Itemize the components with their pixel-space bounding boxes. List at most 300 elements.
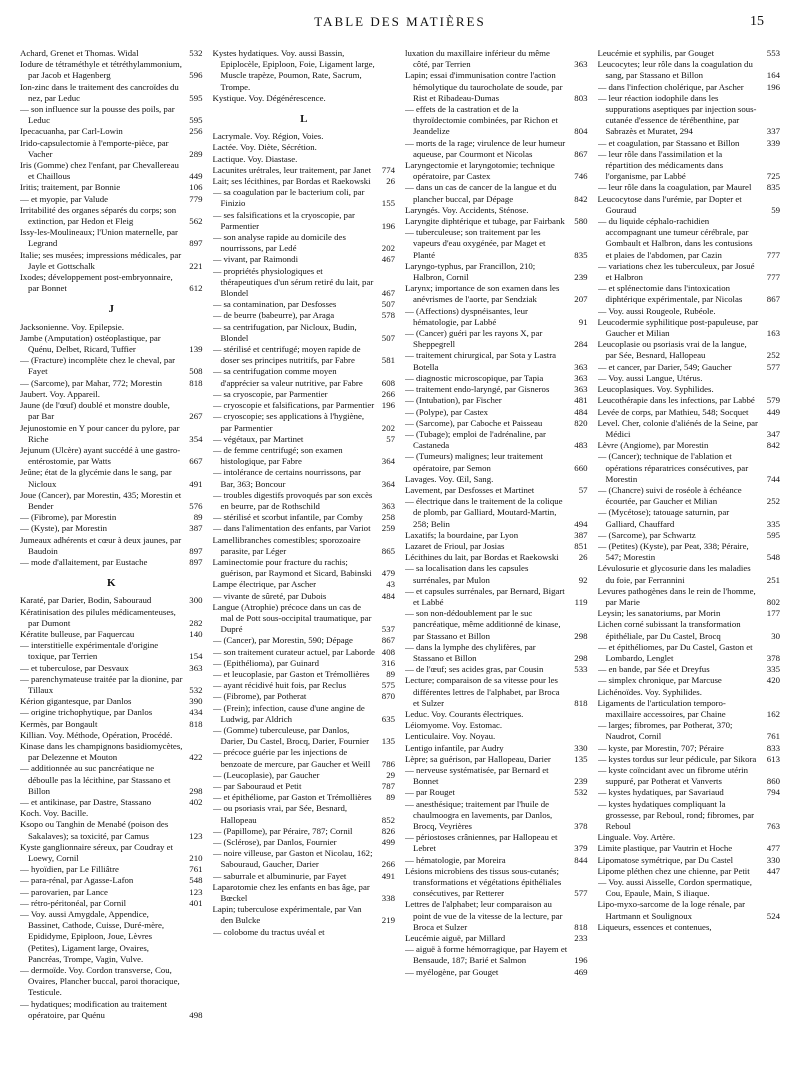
- entry-text: Laryngés. Voy. Accidents, Sténose.: [405, 204, 529, 215]
- entry-page-number: 818: [574, 921, 588, 932]
- entry-text: — (Tubage); emploi de l'adrénaline, par Castaneda: [405, 428, 546, 451]
- entry-text: — (Intubation), par Fischer: [405, 395, 502, 406]
- entry-page-number: 548: [189, 875, 203, 886]
- entry-text: Issy-les-Moulineaux; l'Union maternelle, par Legrand: [20, 227, 178, 249]
- entry-text: Kératite bulleuse, par Faquercau: [20, 628, 135, 639]
- entry-text: — dans l'alimentation des enfants, par Variot: [212, 523, 371, 534]
- entry-text: — et tuberculose, par Desvaux: [20, 662, 129, 673]
- entry-text: Jambe (Amputation) ostéoplastique, par Quénu, Delbet, Ricard, Tuffier: [20, 332, 161, 355]
- entry-page-number: 802: [766, 596, 780, 607]
- index-entry: [213, 411, 396, 433]
- entry-page-number: 794: [766, 787, 780, 798]
- entry-text: Lésions microbiens des tissus sous-cutanés; transformations et végétations épithéliales consécutives, par Retterer: [405, 865, 562, 899]
- entry-text: Kyste ganglionnaire séreux, par Coudray et Loewy, Cornil: [20, 841, 173, 864]
- entry-text: — kystes tordus sur leur pédicule, par Sikora: [597, 753, 757, 764]
- entry-page-number: 842: [766, 440, 780, 451]
- entry-text: Laryngite diphtérique et tubage, par Fairbank: [405, 216, 565, 227]
- index-entry: [598, 743, 781, 754]
- entry-page-number: 57: [578, 484, 588, 495]
- entry-page-number: 196: [574, 955, 588, 966]
- entry-text: Kystique. Voy. Dégénérescence.: [212, 92, 326, 103]
- index-entry: [405, 350, 588, 372]
- entry-page-number: 140: [189, 628, 203, 639]
- entry-page-number: 363: [574, 384, 588, 395]
- entry-page-number: 338: [381, 893, 395, 904]
- entry-text: — kystes hydatiques, par Savariaud: [597, 787, 724, 798]
- entry-page-number: 387: [574, 529, 588, 540]
- entry-page-number: 537: [381, 624, 395, 635]
- index-entry: [213, 366, 396, 388]
- index-entry: [405, 283, 588, 305]
- entry-text: — (Chancre) suivi de roséole à échéance écourtée, par Gaucher et Milian: [597, 484, 742, 507]
- entry-page-number: 553: [766, 48, 780, 58]
- entry-text: Leucodermie syphilitique post-papuleuse, par Gaucher et Milian: [597, 316, 759, 339]
- entry-page-number: 725: [766, 171, 780, 182]
- index-column-2: [213, 48, 396, 1072]
- entry-page-number: 252: [766, 496, 780, 507]
- entry-page-number: 363: [574, 372, 588, 383]
- index-entry: [405, 485, 588, 496]
- index-entry: [598, 373, 781, 384]
- entry-page-number: 481: [574, 395, 588, 406]
- entry-page-number: 252: [766, 350, 780, 361]
- index-entry: [598, 687, 781, 698]
- index-entry: [213, 691, 396, 702]
- entry-text: Leucémie aiguë, par Millard: [405, 933, 506, 944]
- index-entry: [598, 418, 781, 440]
- entry-page-number: 660: [574, 462, 588, 473]
- entry-page-number: 330: [766, 854, 780, 865]
- entry-page-number: 89: [193, 512, 203, 523]
- entry-page-number: 135: [381, 736, 395, 747]
- index-entry: [405, 664, 588, 675]
- entry-page-number: 135: [574, 753, 588, 764]
- index-entry: [213, 400, 396, 411]
- entry-text: — de l'œuf; ses acides gras, par Cousin: [405, 664, 544, 675]
- entry-page-number: 860: [766, 776, 780, 787]
- entry-text: Leucémie et syphilis, par Gouget: [597, 48, 715, 58]
- index-entry: [405, 373, 588, 384]
- entry-text: — stérilisé et centrifugé; moyen rapide de doser ses principes nutritifs, par Fabre: [212, 344, 361, 366]
- entry-page-number: 196: [381, 400, 395, 411]
- entry-text: — sa centrifugation, par Nicloux, Budin, Blondel: [212, 321, 357, 343]
- entry-page-number: 89: [386, 792, 395, 803]
- entry-page-number: 469: [574, 966, 588, 977]
- entry-page-number: 177: [766, 608, 780, 619]
- entry-page-number: 259: [381, 523, 395, 534]
- entry-page-number: 833: [766, 742, 780, 753]
- index-entry: [213, 512, 396, 523]
- entry-page-number: 818: [574, 697, 588, 708]
- entry-text: Léiomyome. Voy. Estomac.: [405, 720, 503, 731]
- entry-page-number: 484: [381, 590, 395, 601]
- index-entry: [598, 317, 781, 339]
- index-entry: [20, 227, 203, 249]
- entry-text: — et splénectomie dans l'intoxication diphtérique expérimentale, par Nicolas: [597, 283, 743, 305]
- index-entry: [20, 763, 203, 797]
- entry-text: — simplex chronique, par Marcuse: [597, 675, 722, 686]
- index-entry: [598, 362, 781, 373]
- entry-page-number: 479: [381, 568, 395, 579]
- index-entry: [20, 595, 203, 606]
- entry-page-number: 163: [766, 328, 780, 339]
- entry-text: — et épithéliomes, par Du Castel, Gaston et Lombardo, Lenglet: [597, 641, 753, 663]
- entry-text: — (Sarcome), par Mahar, 772; Morestin: [20, 377, 163, 388]
- entry-page-number: 803: [574, 92, 588, 103]
- entry-text: — sa localisation dans les capsules surrénales, par Mulon: [405, 563, 529, 585]
- entry-page-number: 363: [574, 361, 588, 372]
- entry-page-number: 852: [381, 814, 395, 825]
- entry-page-number: 667: [189, 456, 203, 467]
- index-entry: [405, 944, 588, 966]
- index-entry: [213, 904, 396, 926]
- entry-page-number: 635: [381, 713, 395, 724]
- entry-text: — troubles digestifs provoqués par son excès en beurre, par de Rothschild: [212, 489, 373, 511]
- index-entry: [405, 720, 588, 731]
- entry-text: Kérion gigantesque, par Danlos: [20, 696, 132, 707]
- entry-page-number: 106: [189, 182, 203, 193]
- entry-text: Laxatifs; la bourdaine, par Lyon: [405, 529, 519, 540]
- entry-page-number: 449: [189, 171, 203, 182]
- entry-page-number: 447: [766, 865, 780, 876]
- index-entry: [20, 607, 203, 629]
- index-entry: [405, 227, 588, 261]
- index-entry: [20, 842, 203, 864]
- entry-page-number: 532: [189, 48, 203, 58]
- index-entry: [213, 445, 396, 467]
- entry-page-number: 608: [381, 377, 395, 388]
- entry-text: Leucothérapie dans les infections, par Labbé: [597, 395, 755, 406]
- entry-text: Kystes hydatiques. Voy. aussi Bassin, Epiplocèle, Epiploon, Foie, Ligament large, Muscle trapèze, Poumon, Rate, Sacrum, Trompe.: [212, 48, 375, 92]
- entry-page-number: 804: [574, 126, 588, 137]
- entry-page-number: 580: [574, 216, 588, 227]
- index-entry: [20, 797, 203, 808]
- entry-page-number: 251: [766, 574, 780, 585]
- index-entry: [598, 530, 781, 541]
- index-entry: [405, 104, 588, 138]
- entry-text: — colobome du tractus uvéal et: [212, 926, 325, 937]
- entry-text: — précoce guérie par les injections de benzoate de mercure, par Gaucher et Weill: [212, 747, 371, 769]
- index-entry: [598, 194, 781, 216]
- index-entry: [20, 59, 203, 81]
- entry-text: — et coagulation, par Stassano et Billon: [597, 137, 740, 148]
- entry-text: Laparotomie chez les enfants en bas âge, par Bœckel: [212, 881, 370, 904]
- index-entry: [213, 557, 396, 579]
- entry-text: Limite plastique, par Vautrin et Hoche: [597, 843, 733, 854]
- index-entry: [598, 586, 781, 608]
- entry-text: — intolérance de certains nourrissons, par Bar, 363; Boncour: [212, 467, 362, 489]
- index-entry: [20, 674, 203, 696]
- entry-page-number: 378: [574, 821, 588, 832]
- entry-page-number: 595: [189, 92, 203, 103]
- index-entry: [598, 765, 781, 787]
- index-entry: [213, 647, 396, 658]
- index-entry: [598, 261, 781, 283]
- entry-text: Kermès, par Bongault: [20, 718, 98, 729]
- entry-page-number: 467: [381, 254, 395, 265]
- entry-text: — effets de la castration et de la thyroïdectomie combinées, par Richon et Jeandelize: [405, 104, 558, 137]
- index-entry: [213, 434, 396, 445]
- entry-text: — kystes hydatiques compliquant la grossesse, par Reboul, rond; fibromes, par Reboul: [597, 798, 755, 832]
- entry-text: — tuberculeuse; son traitement par les vapeurs d'eau oxygénée, par Maget et Planté: [405, 227, 546, 260]
- entry-text: Lacunites urétrales, leur traitement, par Janet: [212, 164, 372, 175]
- index-entry: [405, 48, 588, 70]
- entry-page-number: 202: [381, 243, 395, 254]
- index-entry: [598, 664, 781, 675]
- entry-text: — cryoscopie et falsifications, par Parmentier: [212, 400, 375, 411]
- entry-text: Lait; ses lécithines, par Bordas et Raekowski: [212, 176, 371, 187]
- entry-text: Lecture; comparaison de sa vitesse pour les différentes lettres de l'alphabet, par Broca et Sulzer: [405, 675, 560, 708]
- index-entry: [598, 843, 781, 854]
- index-entry: [20, 808, 203, 819]
- entry-text: Koch. Voy. Bacille.: [20, 808, 89, 819]
- index-entry: [213, 871, 396, 882]
- index-entry: [20, 194, 203, 205]
- entry-text: Lapin; essai d'immunisation contre l'action hémolytique du taurocholate de soude, par Rist et Ribadeau-Dumas: [405, 70, 563, 103]
- entry-page-number: 363: [574, 59, 588, 70]
- entry-text: — et capsules surrénales, par Bernard, Bigart et Labbé: [405, 585, 565, 607]
- entry-page-number: 390: [189, 696, 203, 707]
- entry-page-number: 581: [381, 355, 395, 366]
- entry-text: — kyste, par Morestin, 707; Péraire: [597, 742, 724, 753]
- entry-text: — additionnée au suc pancréatique ne déboulle pas la lécithine, par Stassano et Billon: [20, 763, 171, 796]
- entry-text: — son influence sur la pousse des poils, par Leduc: [20, 104, 175, 126]
- index-entry: [405, 395, 588, 406]
- entry-page-number: 507: [381, 299, 395, 310]
- entry-text: — traitement endo-laryngé, par Gisneros: [405, 384, 550, 395]
- entry-page-number: 897: [189, 238, 203, 249]
- entry-text: Langue (Atrophie) précoce dans un cas de mal de Pott sous-occipital traumatique, par Dupré: [212, 601, 372, 635]
- index-entry: [405, 866, 588, 900]
- entry-text: — par Sabouraud et Petit: [212, 781, 302, 791]
- index-entry: [20, 730, 203, 741]
- entry-page-number: 154: [189, 651, 203, 662]
- entry-text: — par Rouget: [405, 787, 455, 798]
- entry-page-number: 596: [189, 70, 203, 81]
- entry-page-number: 434: [189, 707, 203, 718]
- index-entry: [405, 563, 588, 585]
- entry-page-number: 491: [189, 478, 203, 489]
- index-entry: [213, 187, 396, 209]
- entry-page-number: 744: [766, 473, 780, 484]
- section-letter: J: [108, 303, 114, 316]
- entry-text: — saburrale et albuminurie, par Fayet: [212, 870, 347, 881]
- index-entry: [213, 165, 396, 176]
- index-entry: [20, 322, 203, 333]
- entry-text: Irritabilité des organes séparés du corps; son extinction, par Hedon et Fleig: [20, 204, 177, 227]
- index-entry: [598, 899, 781, 921]
- entry-text: — dermoïde. Voy. Cordon transverse, Cou, Ovaires, Plancher buccal, paroi thoracique, Testicule.: [20, 965, 180, 998]
- index-entry: [598, 283, 781, 305]
- index-entry: [598, 485, 781, 507]
- entry-page-number: 746: [574, 171, 588, 182]
- entry-page-number: 499: [381, 837, 395, 848]
- entry-page-number: 57: [386, 433, 395, 444]
- index-entry: [20, 523, 203, 534]
- entry-text: — variations chez les tuberculeux, par Josué et Halbron: [597, 260, 755, 283]
- index-entry: [213, 131, 396, 142]
- entry-page-number: 761: [189, 864, 203, 875]
- entry-text: Levée de corps, par Mathieu, 548; Socquet: [597, 406, 749, 417]
- entry-text: — leur rôle dans la coagulation, par Maurel: [597, 182, 752, 193]
- index-entry: [598, 306, 781, 317]
- entry-text: — (Epithélioma), par Guinard: [212, 657, 320, 668]
- index-entry: [20, 104, 203, 126]
- entry-page-number: 401: [189, 897, 203, 908]
- entry-page-number: 577: [766, 361, 780, 372]
- entry-page-number: 239: [574, 776, 588, 787]
- entry-text: Kératinisation des pilules médicamenteuses, par Dumont: [20, 606, 176, 628]
- index-entry: [20, 445, 203, 467]
- index-entry: [405, 451, 588, 473]
- entry-text: Jejunum (Ulcère) ayant succédé à une gastro-entérostomie, par Watts: [20, 444, 181, 467]
- index-entry: [213, 322, 396, 344]
- index-entry: [213, 579, 396, 590]
- entry-page-number: 508: [189, 366, 203, 377]
- entry-page-number: 612: [189, 283, 203, 294]
- entry-page-number: 284: [574, 339, 588, 350]
- index-entry: [405, 384, 588, 395]
- entry-text: Jaubert. Voy. Appareil.: [20, 388, 100, 399]
- index-entry: [20, 160, 203, 182]
- entry-text: — (Kyste), par Morestin: [20, 523, 107, 534]
- entry-text: Lapin; tuberculose expérimentale, par Van den Bulcke: [212, 904, 362, 926]
- index-entry: [598, 787, 781, 798]
- index-entry: [405, 642, 588, 664]
- entry-page-number: 202: [381, 422, 395, 433]
- entry-text: Lèvre (Angiome), par Morestin: [597, 440, 709, 451]
- index-entry: [405, 138, 588, 160]
- entry-text: Lactique. Voy. Diastase.: [212, 153, 298, 164]
- index-entry: [213, 882, 396, 904]
- entry-page-number: 316: [381, 657, 395, 668]
- entry-page-number: 337: [766, 126, 780, 137]
- entry-page-number: 576: [189, 500, 203, 511]
- entry-page-number: 92: [578, 574, 588, 585]
- entry-text: Liqueurs, essences et contenues,: [597, 921, 712, 932]
- index-entry: [20, 272, 203, 294]
- entry-page-number: 123: [189, 830, 203, 841]
- index-entry: [405, 933, 588, 944]
- entry-page-number: 422: [189, 752, 203, 763]
- entry-text: — interstitielle expérimentale d'origine toxique, par Terrien: [20, 640, 159, 662]
- index-entry: [20, 696, 203, 707]
- entry-text: Leucoplasiques. Voy. Syphilides.: [597, 384, 714, 395]
- entry-page-number: 578: [381, 310, 395, 321]
- entry-page-number: 483: [574, 440, 588, 451]
- entry-page-number: 575: [381, 680, 395, 691]
- entry-text: — et myopie, par Valude: [20, 193, 109, 204]
- entry-text: — ou psoriasis vrai, par Sée, Besnard, Hallopeau: [212, 803, 348, 825]
- entry-text: — parovarien, par Lance: [20, 886, 108, 897]
- entry-text: — ses falsifications et la cryoscopie, par Parmentier: [212, 209, 355, 231]
- entry-page-number: 335: [766, 518, 780, 529]
- index-entry: [20, 557, 203, 568]
- index-entry: [405, 70, 588, 104]
- entry-text: — et leucoplasie, par Gaston et Trémollières: [212, 668, 370, 679]
- index-entry: [213, 142, 396, 153]
- entry-page-number: 498: [189, 1009, 203, 1020]
- entry-page-number: 774: [381, 164, 395, 175]
- entry-text: — (Cancer); technique de l'ablation et opérations réparatrices consécutives, par Morestin: [597, 451, 749, 484]
- index-entry: [598, 720, 781, 742]
- index-entry: [213, 747, 396, 769]
- entry-text: — (Fibrome), par Morestin: [20, 512, 117, 523]
- entry-page-number: 835: [766, 182, 780, 193]
- index-entry: [405, 216, 588, 227]
- entry-page-number: 524: [766, 910, 780, 921]
- index-entry: [20, 400, 203, 422]
- index-entry: [213, 299, 396, 310]
- entry-text: Lécithines du lait, par Bordas et Raekowski: [405, 552, 559, 563]
- index-entry: [405, 799, 588, 833]
- entry-text: Jumeaux adhérents et cœur à deux jaunes, par Baudoin: [20, 534, 182, 556]
- entry-text: — (Petites) (Kyste), par Peat, 338; Péraire, 547; Morestin: [597, 540, 749, 563]
- index-entry: [598, 451, 781, 485]
- entry-text: Lavages. Voy. Œil, Sang.: [405, 473, 494, 484]
- index-entry: [598, 832, 781, 843]
- entry-text: — (Cancer) guéri par les rayons X, par Sheppegrell: [405, 328, 543, 350]
- entry-text: — ayant récidivé huit fois, par Reclus: [212, 680, 347, 691]
- entry-page-number: 379: [574, 843, 588, 854]
- entry-page-number: 239: [574, 272, 588, 283]
- entry-text: — sa cryoscopie, par Parmentier: [212, 388, 328, 399]
- entry-page-number: 162: [766, 708, 780, 719]
- index-entry: [405, 832, 588, 854]
- index-entry: [20, 512, 203, 523]
- index-entry: [598, 922, 781, 933]
- index-entry: [213, 154, 396, 165]
- entry-text: — origine trichophytique, par Danlos: [20, 707, 153, 718]
- entry-text: — de femme centrifugé; son examen histologique, par Fabre: [212, 444, 343, 467]
- index-entry: [405, 182, 588, 204]
- entry-page-number: 867: [766, 294, 780, 305]
- entry-text: Iritis; traitement, par Bonnie: [20, 182, 121, 193]
- index-entry: [20, 999, 203, 1021]
- entry-page-number: 842: [574, 193, 588, 204]
- entry-text: Jacksonienne. Voy. Epilepsie.: [20, 321, 124, 332]
- entry-page-number: 196: [381, 220, 395, 231]
- entry-page-number: 467: [381, 288, 395, 299]
- index-entry: [405, 205, 588, 216]
- entry-page-number: 548: [766, 552, 780, 563]
- index-entry: [405, 261, 588, 283]
- index-entry: [598, 395, 781, 406]
- index-entry: [20, 741, 203, 763]
- entry-page-number: 26: [578, 552, 588, 563]
- entry-text: — nerveuse systématisée, par Bernard et Bonnet: [405, 765, 549, 787]
- index-entry: [598, 339, 781, 361]
- entry-text: — hydatiques; modification au traitement opératoire, par Quénu: [20, 998, 168, 1020]
- index-entry: [20, 378, 203, 389]
- index-entry: [405, 899, 588, 933]
- entry-page-number: 30: [771, 630, 780, 641]
- entry-text: — dans l'infection cholérique, par Ascher: [597, 81, 744, 92]
- index-entry: [20, 864, 203, 875]
- entry-text: — (Sarcome), par Caboche et Paisseau: [405, 417, 543, 428]
- entry-text: — anesthésique; traitement par l'huile de chaulmoogra en lavements, par Danlos, Brocq, Veyrières: [405, 798, 553, 832]
- entry-text: — végétaux, par Martinet: [212, 433, 304, 444]
- entry-text: — (Gomme) tuberculeuse, par Danlos, Darier, Du Castel, Brocq, Darier, Fournier: [212, 724, 370, 747]
- index-entry: [20, 707, 203, 718]
- index-column-4: [598, 48, 781, 1072]
- entry-page-number: 491: [381, 870, 395, 881]
- entry-text: Lipo-myxo-sarcome de la loge rénale, par Hartmann et Soulignoux: [597, 899, 746, 921]
- entry-page-number: 330: [574, 742, 588, 753]
- entry-text: Lèpre; sa guérison, par Hallopeau, Darier: [405, 753, 551, 764]
- entry-text: — myélogène, par Gouget: [405, 966, 499, 977]
- index-entry: [20, 333, 203, 355]
